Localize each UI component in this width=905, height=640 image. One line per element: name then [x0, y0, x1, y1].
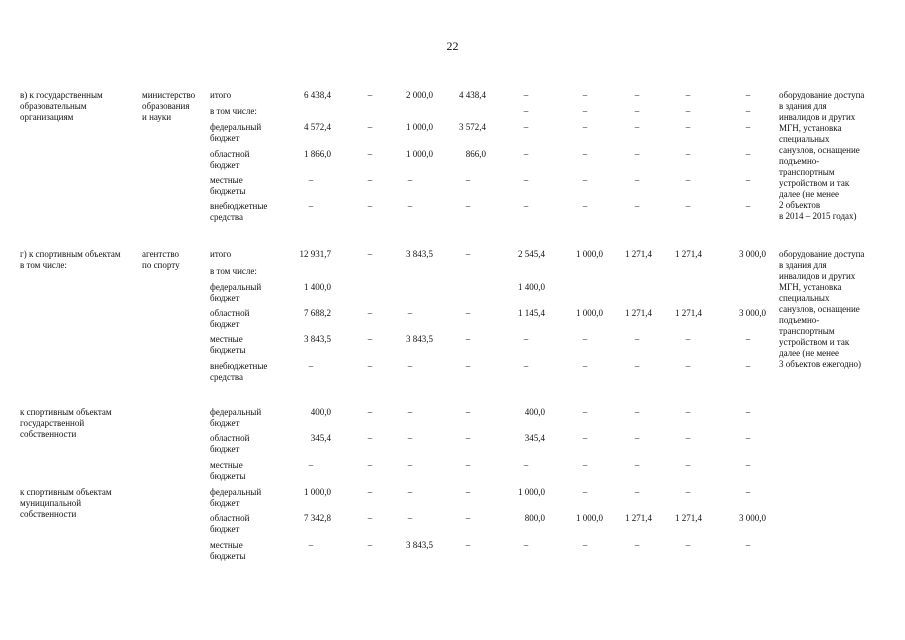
value-cell: 3 843,5 [304, 334, 331, 344]
value-dash: – [523, 361, 529, 371]
value-dash: – [465, 513, 471, 523]
value-dash: – [582, 106, 588, 116]
value-dash: – [745, 90, 751, 100]
value-cell: 2 000,0 [406, 90, 433, 100]
value-cell: 12 931,7 [299, 249, 331, 259]
value-dash: – [308, 175, 314, 185]
value-dash: – [407, 433, 413, 443]
value-dash: – [523, 149, 529, 159]
note-line: специальных [779, 134, 830, 144]
row-label-line: бюджеты [210, 345, 246, 355]
value-dash: – [465, 361, 471, 371]
row-label-line: областной [210, 433, 250, 443]
executor-line: по спорту [142, 260, 180, 270]
value-dash: – [523, 122, 529, 132]
value-dash: – [745, 334, 751, 344]
value-cell: 1 271,4 [675, 249, 702, 259]
value-dash: – [634, 487, 640, 497]
value-dash: – [367, 487, 373, 497]
value-dash: – [465, 334, 471, 344]
note-line: подъемно- [779, 156, 820, 166]
row-label-line: бюджеты [210, 471, 246, 481]
value-dash: – [582, 361, 588, 371]
value-dash: – [582, 540, 588, 550]
value-dash: – [685, 407, 691, 417]
note-line: инвалидов и других [779, 112, 856, 122]
row-label-line: федеральный [210, 487, 262, 497]
row-label-line: областной [210, 149, 250, 159]
note-line: устройством и так [779, 178, 850, 188]
value-dash: – [407, 460, 413, 470]
value-dash: – [582, 175, 588, 185]
section-label-line: государственной [20, 418, 85, 428]
value-dash: – [523, 175, 529, 185]
note-line: МГН, установка [779, 282, 842, 292]
value-dash: – [634, 433, 640, 443]
row-label-line: областной [210, 308, 250, 318]
value-cell: 3 000,0 [739, 308, 766, 318]
row-label-line: в том числе: [210, 266, 257, 276]
value-cell: 1 000,0 [576, 308, 603, 318]
note-line: транспортным [779, 326, 835, 336]
value-dash: – [523, 460, 529, 470]
value-dash: – [523, 106, 529, 116]
value-dash: – [745, 460, 751, 470]
note-line: оборудование доступа [779, 249, 865, 259]
value-cell: 2 545,4 [518, 249, 545, 259]
note-line: в здания для [779, 260, 827, 270]
note-line: 3 объектов ежегодно) [779, 359, 862, 369]
row-label-line: федеральный [210, 122, 262, 132]
row-label-line: бюджет [210, 160, 240, 170]
note-line: оборудование доступа [779, 90, 865, 100]
row-label-line: итого [210, 90, 232, 100]
value-dash: – [465, 201, 471, 211]
row-label-line: бюджеты [210, 551, 246, 561]
note-line: 2 объектов [779, 200, 821, 210]
value-cell: 4 438,4 [459, 90, 486, 100]
value-dash: – [523, 90, 529, 100]
value-dash: – [634, 149, 640, 159]
value-cell: 1 000,0 [406, 122, 433, 132]
value-cell: 800,0 [524, 513, 545, 523]
row-label-line: внебюджетные [210, 201, 268, 211]
value-dash: – [367, 175, 373, 185]
executor-line: образования [142, 101, 190, 111]
section-label-line: собственности [20, 509, 77, 519]
value-cell: 1 000,0 [406, 149, 433, 159]
value-cell: 6 438,4 [304, 90, 331, 100]
value-dash: – [367, 540, 373, 550]
value-cell: 3 000,0 [739, 249, 766, 259]
value-dash: – [308, 201, 314, 211]
section-label-line: в) к государственным [20, 90, 103, 100]
value-dash: – [745, 540, 751, 550]
value-dash: – [685, 106, 691, 116]
note-line: инвалидов и других [779, 271, 856, 281]
value-dash: – [745, 407, 751, 417]
value-cell: 1 000,0 [576, 249, 603, 259]
row-label-line: бюджет [210, 444, 240, 454]
value-dash: – [465, 249, 471, 259]
value-cell: 345,4 [524, 433, 545, 443]
value-dash: – [407, 513, 413, 523]
value-cell: 1 000,0 [304, 487, 331, 497]
value-cell: 3 843,5 [406, 249, 433, 259]
value-dash: – [745, 175, 751, 185]
row-label-line: местные [210, 460, 243, 470]
value-dash: – [582, 122, 588, 132]
value-dash: – [367, 90, 373, 100]
value-dash: – [367, 460, 373, 470]
value-dash: – [407, 175, 413, 185]
value-dash: – [367, 361, 373, 371]
value-cell: 1 000,0 [576, 513, 603, 523]
value-dash: – [523, 201, 529, 211]
value-cell: 400,0 [524, 407, 545, 417]
note-line: специальных [779, 293, 830, 303]
value-dash: – [465, 460, 471, 470]
value-dash: – [407, 308, 413, 318]
value-dash: – [634, 540, 640, 550]
row-label-line: бюджеты [210, 186, 246, 196]
row-label-line: федеральный [210, 282, 262, 292]
executor-line: министерство [142, 90, 196, 100]
value-dash: – [685, 175, 691, 185]
value-cell: 1 271,4 [675, 513, 702, 523]
value-dash: – [634, 334, 640, 344]
row-label-line: средства [210, 372, 244, 382]
value-dash: – [407, 487, 413, 497]
row-label-line: внебюджетные [210, 361, 268, 371]
value-dash: – [523, 334, 529, 344]
section-label-line: организациям [20, 112, 74, 122]
value-dash: – [465, 407, 471, 417]
value-dash: – [367, 433, 373, 443]
row-label-line: бюджет [210, 524, 240, 534]
section-label-line: собственности [20, 429, 77, 439]
value-dash: – [745, 487, 751, 497]
value-dash: – [465, 308, 471, 318]
note-line: подъемно- [779, 315, 820, 325]
value-dash: – [634, 122, 640, 132]
row-label-line: областной [210, 513, 250, 523]
value-dash: – [685, 149, 691, 159]
value-dash: – [634, 201, 640, 211]
value-dash: – [367, 334, 373, 344]
value-dash: – [634, 460, 640, 470]
row-label-line: средства [210, 212, 244, 222]
row-label-line: местные [210, 540, 243, 550]
value-cell: 1 145,4 [518, 308, 545, 318]
value-dash: – [685, 540, 691, 550]
value-cell: 1 866,0 [304, 149, 331, 159]
value-dash: – [367, 201, 373, 211]
row-label-line: бюджет [210, 133, 240, 143]
value-dash: – [367, 249, 373, 259]
value-dash: – [465, 433, 471, 443]
value-cell: 3 843,5 [406, 540, 433, 550]
value-cell: 1 271,4 [625, 249, 652, 259]
row-label-line: бюджет [210, 293, 240, 303]
value-dash: – [582, 90, 588, 100]
row-label-line: местные [210, 175, 243, 185]
value-dash: – [582, 334, 588, 344]
value-cell: 400,0 [310, 407, 331, 417]
value-dash: – [634, 90, 640, 100]
note-line: устройством и так [779, 337, 850, 347]
value-dash: – [685, 361, 691, 371]
value-dash: – [685, 90, 691, 100]
value-dash: – [582, 487, 588, 497]
value-dash: – [308, 460, 314, 470]
value-dash: – [634, 175, 640, 185]
value-dash: – [367, 122, 373, 132]
value-dash: – [685, 122, 691, 132]
value-dash: – [465, 540, 471, 550]
value-cell: 1 271,4 [625, 308, 652, 318]
value-cell: 1 000,0 [518, 487, 545, 497]
value-dash: – [745, 433, 751, 443]
section-label-line: г) к спортивным объектам [20, 249, 121, 259]
value-dash: – [745, 201, 751, 211]
section-label-line: образовательным [20, 101, 87, 111]
row-label-line: итого [210, 249, 232, 259]
value-cell: 4 572,4 [304, 122, 331, 132]
value-cell: 866,0 [465, 149, 486, 159]
value-cell: 1 271,4 [625, 513, 652, 523]
value-dash: – [685, 433, 691, 443]
section-label-line: муниципальной [20, 498, 82, 508]
executor-line: и науки [142, 112, 172, 122]
note-line: санузлов, оснащение [779, 304, 860, 314]
value-dash: – [465, 175, 471, 185]
value-dash: – [745, 106, 751, 116]
value-cell: 1 400,0 [304, 282, 331, 292]
page-number: 22 [446, 39, 459, 53]
value-dash: – [685, 201, 691, 211]
value-cell: 7 688,2 [304, 308, 331, 318]
note-line: санузлов, оснащение [779, 145, 860, 155]
section-label-line: в том числе: [20, 260, 67, 270]
value-dash: – [582, 460, 588, 470]
value-dash: – [407, 407, 413, 417]
value-cell: 3 843,5 [406, 334, 433, 344]
value-cell: 1 271,4 [675, 308, 702, 318]
value-dash: – [465, 487, 471, 497]
note-line: далее (не менее [779, 189, 839, 199]
value-dash: – [745, 361, 751, 371]
value-dash: – [407, 201, 413, 211]
note-line: далее (не менее [779, 348, 839, 358]
row-label-line: бюджет [210, 319, 240, 329]
value-dash: – [367, 308, 373, 318]
row-label-line: бюджет [210, 418, 240, 428]
value-dash: – [634, 106, 640, 116]
value-dash: – [582, 201, 588, 211]
value-cell: 345,4 [310, 433, 331, 443]
value-dash: – [685, 334, 691, 344]
executor-line: агентство [142, 249, 180, 259]
value-dash: – [308, 540, 314, 550]
value-cell: 3 572,4 [459, 122, 486, 132]
value-dash: – [745, 149, 751, 159]
row-label-line: федеральный [210, 407, 262, 417]
note-line: МГН, установка [779, 123, 842, 133]
value-dash: – [582, 407, 588, 417]
value-dash: – [367, 407, 373, 417]
value-dash: – [745, 122, 751, 132]
value-cell: 7 342,8 [304, 513, 331, 523]
value-cell: 3 000,0 [739, 513, 766, 523]
value-dash: – [367, 513, 373, 523]
note-line: в здания для [779, 101, 827, 111]
row-label-line: местные [210, 334, 243, 344]
value-dash: – [582, 149, 588, 159]
value-dash: – [523, 540, 529, 550]
value-dash: – [582, 433, 588, 443]
section-label-line: к спортивным объектам [20, 487, 112, 497]
value-dash: – [634, 407, 640, 417]
value-dash: – [685, 460, 691, 470]
value-dash: – [407, 361, 413, 371]
value-dash: – [367, 149, 373, 159]
value-dash: – [308, 361, 314, 371]
section-label-line: к спортивным объектам [20, 407, 112, 417]
note-line: транспортным [779, 167, 835, 177]
row-label-line: в том числе: [210, 106, 257, 116]
note-line: в 2014 – 2015 годах) [779, 211, 857, 221]
value-cell: 1 400,0 [518, 282, 545, 292]
value-dash: – [685, 487, 691, 497]
row-label-line: бюджет [210, 498, 240, 508]
value-dash: – [634, 361, 640, 371]
